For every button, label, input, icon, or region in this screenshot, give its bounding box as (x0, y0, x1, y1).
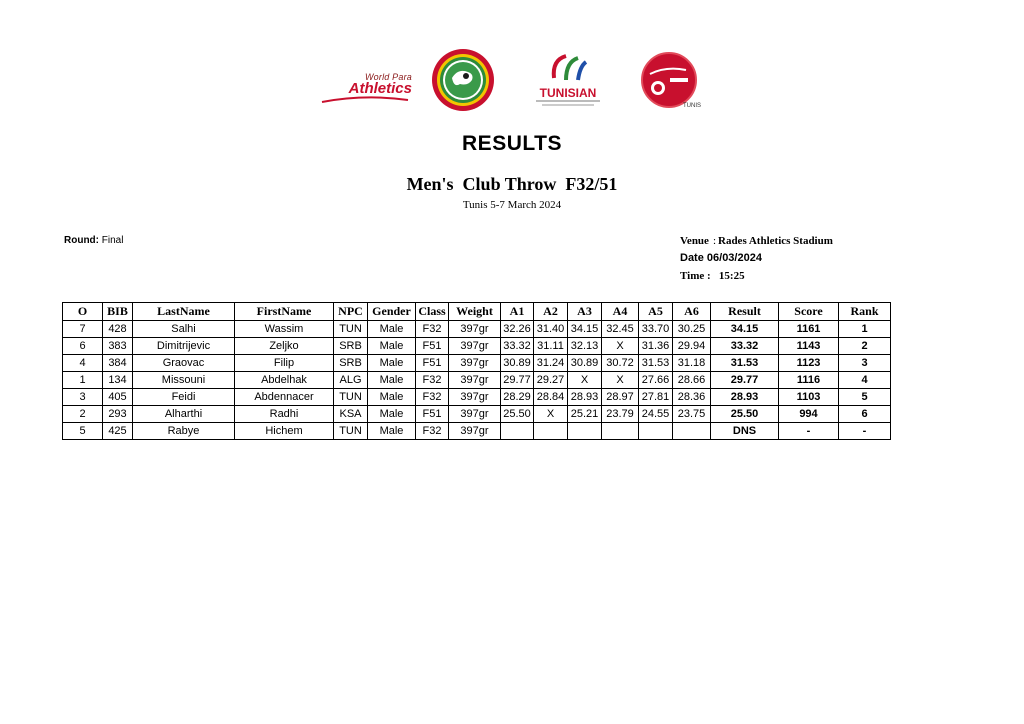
col-lastname-cell: Feidi (133, 389, 235, 406)
col-a6-header: A6 (673, 303, 711, 321)
col-a3-cell: 32.13 (568, 338, 602, 355)
col-score-cell: 1103 (779, 389, 839, 406)
col-a1-cell: 33.32 (501, 338, 534, 355)
results-table (62, 302, 891, 440)
col-gender-cell: Male (368, 338, 416, 355)
col-a1-cell: 28.29 (501, 389, 534, 406)
col-a2-cell: 28.84 (534, 389, 568, 406)
col-a5-cell (639, 423, 673, 440)
col-firstname-cell: Wassim (235, 321, 334, 338)
col-score-cell: 1143 (779, 338, 839, 355)
table-row (63, 389, 891, 406)
col-weight-cell: 397gr (449, 355, 501, 372)
col-score-cell: 1123 (779, 355, 839, 372)
table-row (63, 423, 891, 440)
col-o-cell: 4 (63, 355, 103, 372)
round-info (64, 235, 123, 246)
col-lastname-cell: Rabye (133, 423, 235, 440)
venue-separator: : (712, 235, 716, 247)
col-gender-cell: Male (368, 321, 416, 338)
col-class-cell: F32 (416, 372, 449, 389)
col-result-cell: 28.93 (711, 389, 779, 406)
table-row (63, 321, 891, 338)
col-rank-cell: 4 (839, 372, 891, 389)
col-firstname-cell: Zeljko (235, 338, 334, 355)
col-a5-cell: 33.70 (639, 321, 673, 338)
col-weight-cell: 397gr (449, 423, 501, 440)
col-o-cell: 1 (63, 372, 103, 389)
col-result-cell: 33.32 (711, 338, 779, 355)
col-a5-cell: 31.53 (639, 355, 673, 372)
col-class-cell: F51 (416, 406, 449, 423)
col-bib-cell: 425 (103, 423, 133, 440)
agitos-icon (532, 50, 604, 86)
col-npc-cell: ALG (334, 372, 368, 389)
col-a2-cell: 29.27 (534, 372, 568, 389)
logo-subline (542, 104, 594, 106)
col-a3-cell: 34.15 (568, 321, 602, 338)
col-gender-cell: Male (368, 406, 416, 423)
col-firstname-cell: Abdelhak (235, 372, 334, 389)
col-a1-cell: 30.89 (501, 355, 534, 372)
col-class-cell: F32 (416, 321, 449, 338)
col-a4-cell: 30.72 (602, 355, 639, 372)
col-o-header: O (63, 303, 103, 321)
col-result-cell: 31.53 (711, 355, 779, 372)
page-title: RESULTS (462, 132, 562, 155)
col-rank-cell: 5 (839, 389, 891, 406)
col-gender-cell: Male (368, 355, 416, 372)
col-class-cell: F51 (416, 338, 449, 355)
logo-line-2: Athletics (348, 80, 412, 97)
col-npc-cell: SRB (334, 355, 368, 372)
col-npc-header: NPC (334, 303, 368, 321)
col-bib-cell: 428 (103, 321, 133, 338)
tunisian-paralympic-logo (532, 50, 604, 112)
col-a1-header: A1 (501, 303, 534, 321)
col-lastname-cell: Missouni (133, 372, 235, 389)
col-result-cell: 25.50 (711, 406, 779, 423)
world-para-athletics-logo (312, 52, 412, 110)
col-a5-cell: 31.36 (639, 338, 673, 355)
table-row (63, 338, 891, 355)
event-place-date: Tunis 5-7 March 2024 (462, 199, 562, 211)
col-bib-cell: 134 (103, 372, 133, 389)
col-lastname-cell: Alharthi (133, 406, 235, 423)
col-class-cell: F32 (416, 423, 449, 440)
col-a4-cell (602, 423, 639, 440)
table-row (63, 406, 891, 423)
col-a2-cell: X (534, 406, 568, 423)
col-a4-cell: X (602, 372, 639, 389)
col-score-cell: - (779, 423, 839, 440)
col-a6-cell: 31.18 (673, 355, 711, 372)
col-firstname-header: FirstName (235, 303, 334, 321)
logo-subline (536, 100, 600, 102)
col-rank-cell: 2 (839, 338, 891, 355)
swoosh-icon (320, 96, 410, 104)
col-gender-header: Gender (368, 303, 416, 321)
col-lastname-cell: Dimitrijevic (133, 338, 235, 355)
col-a6-cell: 28.36 (673, 389, 711, 406)
col-a4-cell: 28.97 (602, 389, 639, 406)
col-lastname-header: LastName (133, 303, 235, 321)
col-a6-cell: 29.94 (673, 338, 711, 355)
col-bib-cell: 384 (103, 355, 133, 372)
col-score-cell: 1161 (779, 321, 839, 338)
col-a4-cell: 32.45 (602, 321, 639, 338)
col-o-cell: 5 (63, 423, 103, 440)
col-lastname-cell: Graovac (133, 355, 235, 372)
col-a4-header: A4 (602, 303, 639, 321)
col-a3-header: A3 (568, 303, 602, 321)
col-firstname-cell: Filip (235, 355, 334, 372)
time-info: Time : 15:25 (680, 270, 745, 282)
col-result-header: Result (711, 303, 779, 321)
venue-info (680, 235, 833, 247)
col-npc-cell: SRB (334, 338, 368, 355)
col-a2-cell: 31.40 (534, 321, 568, 338)
col-bib-header: BIB (103, 303, 133, 321)
event-name: Men's Club Throw F32/51 (406, 174, 618, 194)
col-a3-cell: 25.21 (568, 406, 602, 423)
col-weight-cell: 397gr (449, 372, 501, 389)
col-rank-cell: 1 (839, 321, 891, 338)
col-score-cell: 994 (779, 406, 839, 423)
col-gender-cell: Male (368, 372, 416, 389)
col-firstname-cell: Hichem (235, 423, 334, 440)
col-a6-cell: 28.66 (673, 372, 711, 389)
grand-prix-logo (636, 52, 706, 110)
col-result-cell: 29.77 (711, 372, 779, 389)
grand-prix-label: TUNIS (683, 103, 701, 109)
col-a6-cell: 23.75 (673, 406, 711, 423)
col-a2-header: A2 (534, 303, 568, 321)
round-value: Final (101, 235, 124, 246)
col-class-header: Class (416, 303, 449, 321)
col-rank-cell: - (839, 423, 891, 440)
col-npc-cell: TUN (334, 389, 368, 406)
federation-ring-logo (428, 48, 498, 112)
col-a3-cell: 30.89 (568, 355, 602, 372)
venue-label: Venue (680, 235, 709, 247)
col-firstname-cell: Radhi (235, 406, 334, 423)
col-lastname-cell: Salhi (133, 321, 235, 338)
col-a3-cell: X (568, 372, 602, 389)
col-a2-cell: 31.11 (534, 338, 568, 355)
col-a5-cell: 27.81 (639, 389, 673, 406)
col-weight-cell: 397gr (449, 389, 501, 406)
col-bib-cell: 293 (103, 406, 133, 423)
col-npc-cell: KSA (334, 406, 368, 423)
col-a2-cell: 31.24 (534, 355, 568, 372)
col-a4-cell: 23.79 (602, 406, 639, 423)
col-a1-cell: 29.77 (501, 372, 534, 389)
col-gender-cell: Male (368, 389, 416, 406)
col-score-header: Score (779, 303, 839, 321)
col-a1-cell: 25.50 (501, 406, 534, 423)
table-row (63, 372, 891, 389)
col-o-cell: 2 (63, 406, 103, 423)
logo-line-1: World Para (364, 72, 412, 82)
col-a6-cell: 30.25 (673, 321, 711, 338)
col-a3-cell: 28.93 (568, 389, 602, 406)
col-result-cell: DNS (711, 423, 779, 440)
col-o-cell: 6 (63, 338, 103, 355)
col-a5-cell: 27.66 (639, 372, 673, 389)
col-result-cell: 34.15 (711, 321, 779, 338)
col-a1-cell (501, 423, 534, 440)
col-gender-cell: Male (368, 423, 416, 440)
col-rank-cell: 6 (839, 406, 891, 423)
col-firstname-cell: Abdennacer (235, 389, 334, 406)
col-npc-cell: TUN (334, 321, 368, 338)
round-label: Round: (64, 235, 99, 246)
col-score-cell: 1116 (779, 372, 839, 389)
col-o-cell: 3 (63, 389, 103, 406)
col-a5-header: A5 (639, 303, 673, 321)
col-a4-cell: X (602, 338, 639, 355)
col-o-cell: 7 (63, 321, 103, 338)
col-a2-cell (534, 423, 568, 440)
table-body (63, 321, 891, 440)
col-a5-cell: 24.55 (639, 406, 673, 423)
date-info: Date 06/03/2024 (680, 252, 762, 264)
venue-value: Rades Athletics Stadium (718, 235, 833, 247)
col-rank-cell: 3 (839, 355, 891, 372)
col-rank-header: Rank (839, 303, 891, 321)
col-npc-cell: TUN (334, 423, 368, 440)
col-class-cell: F32 (416, 389, 449, 406)
table-header-row (63, 303, 891, 321)
table-row (63, 355, 891, 372)
col-weight-header: Weight (449, 303, 501, 321)
col-a1-cell: 32.26 (501, 321, 534, 338)
grand-prix-emblem-icon (636, 52, 706, 110)
col-weight-cell: 397gr (449, 338, 501, 355)
col-class-cell: F51 (416, 355, 449, 372)
tunisian-label: TUNISIAN (539, 86, 597, 100)
col-bib-cell: 383 (103, 338, 133, 355)
col-weight-cell: 397gr (449, 406, 501, 423)
col-a6-cell (673, 423, 711, 440)
col-a3-cell (568, 423, 602, 440)
col-weight-cell: 397gr (449, 321, 501, 338)
col-bib-cell: 405 (103, 389, 133, 406)
